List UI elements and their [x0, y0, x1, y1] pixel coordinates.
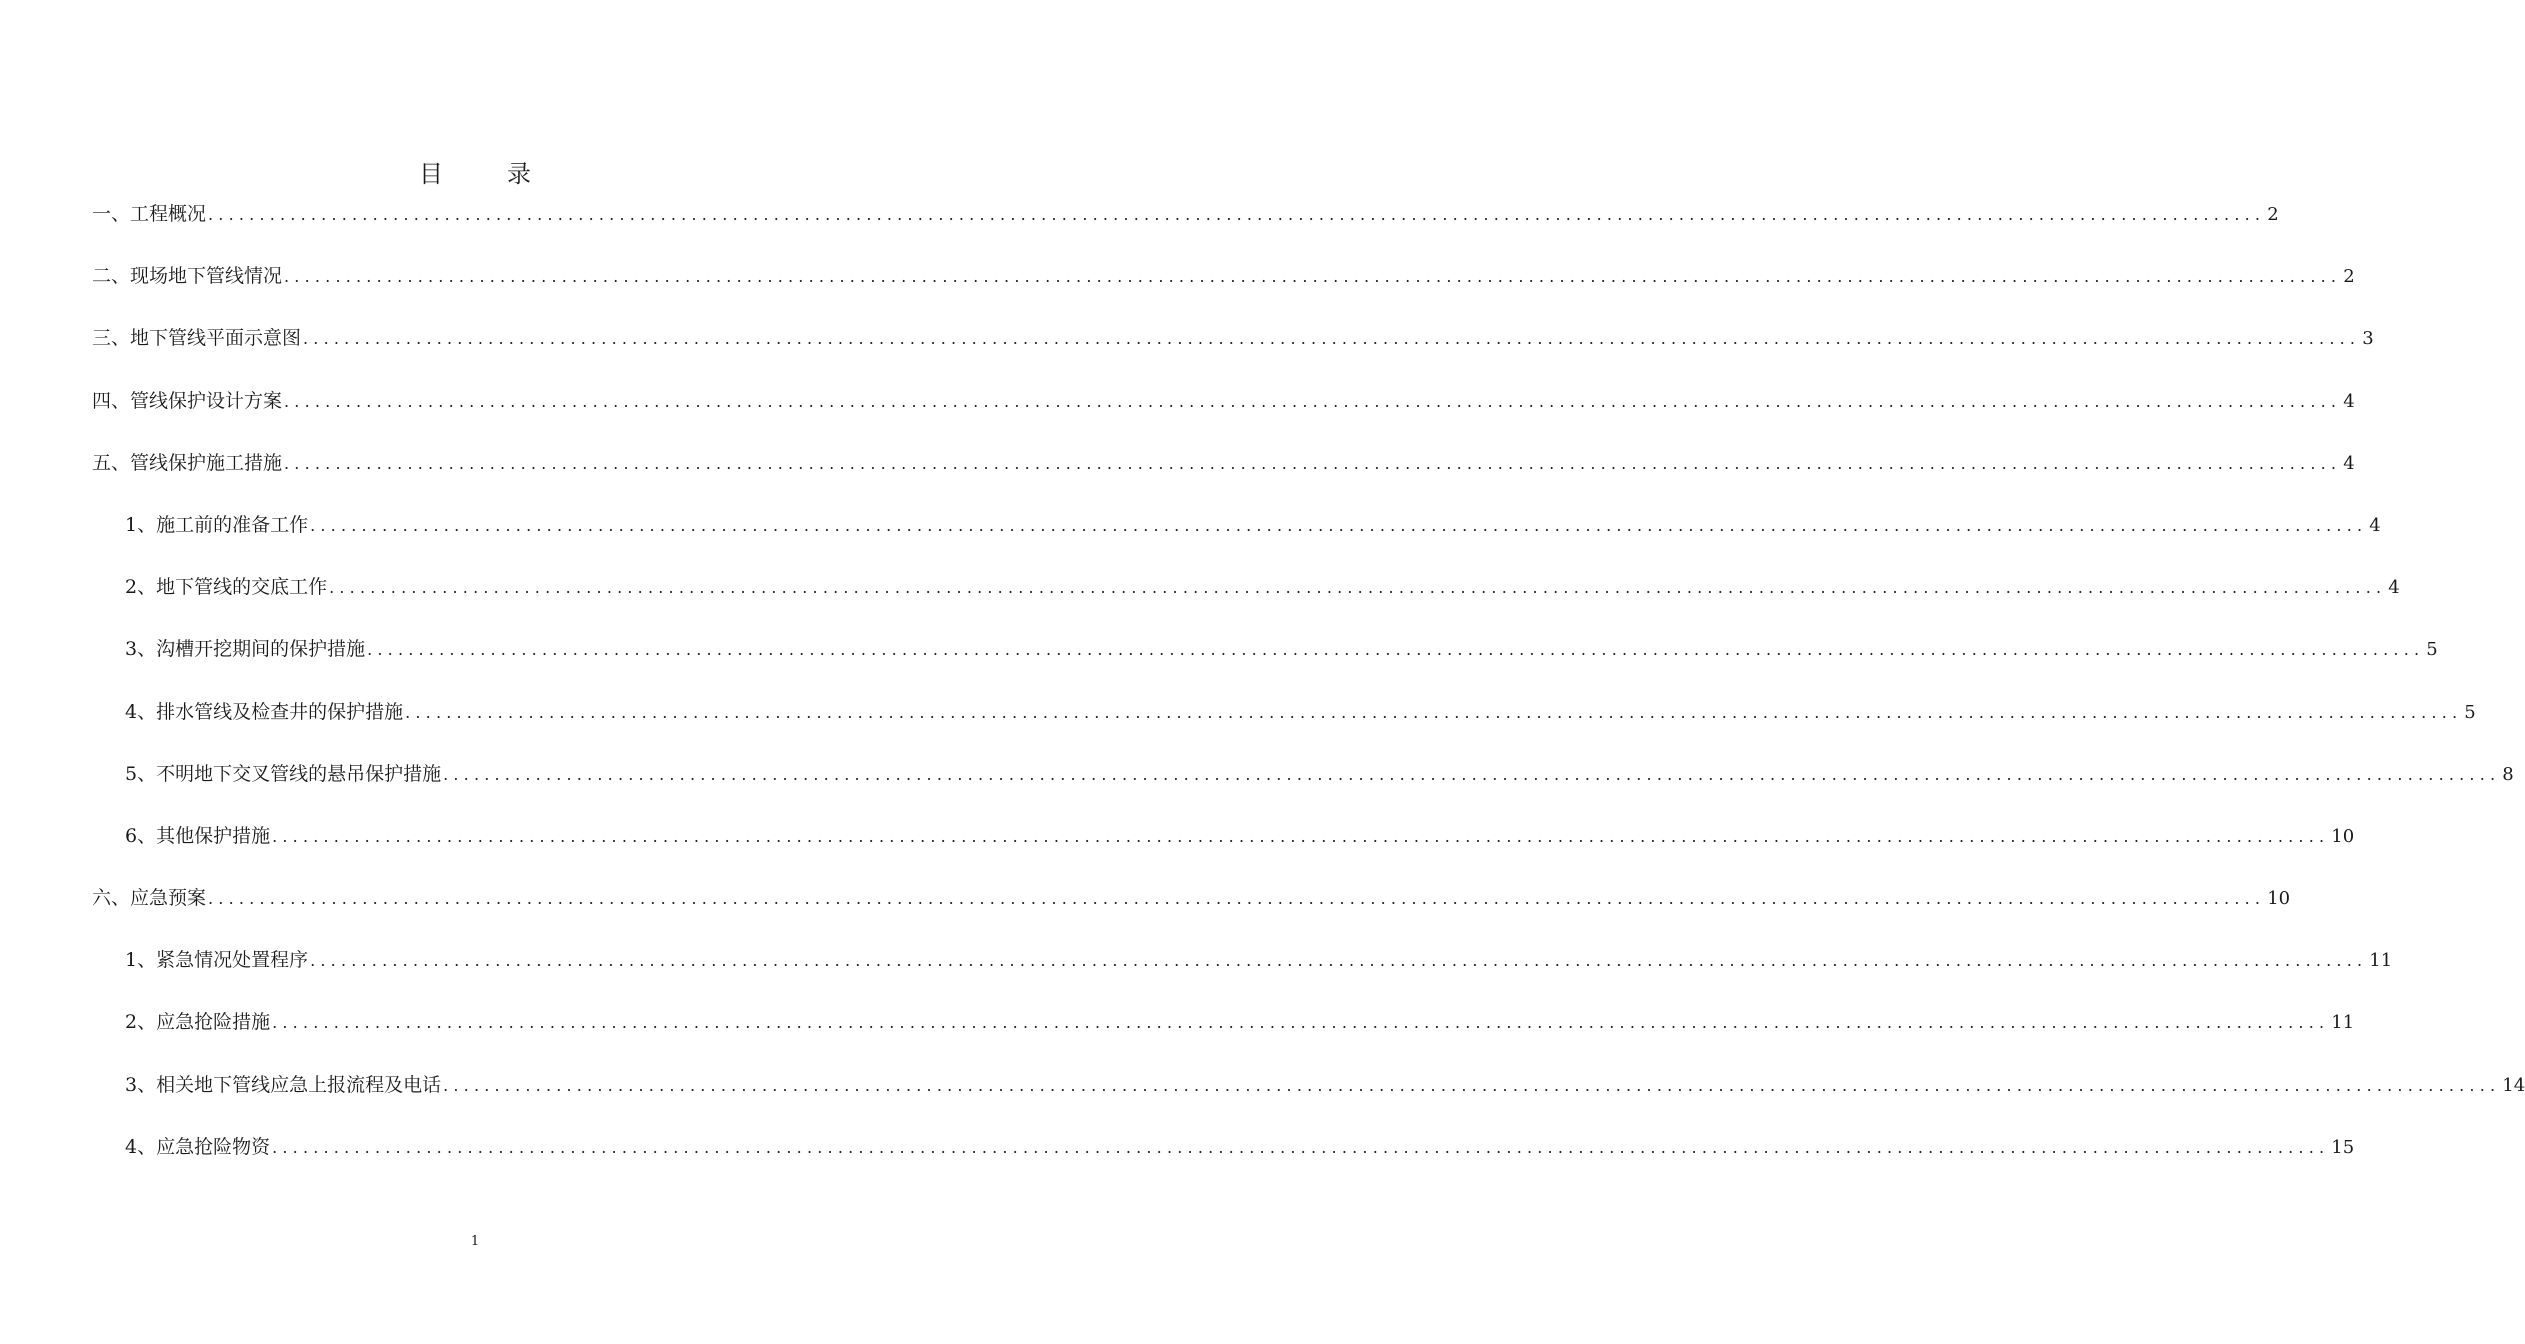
toc-dot-leader: ........................................................................................................................................................................................................ — [272, 1013, 2330, 1033]
table-of-contents — [92, 196, 2525, 1191]
toc-entry[interactable] — [92, 196, 2279, 258]
toc-entry-page: 10 — [2267, 888, 2291, 910]
toc-entry-label: 四、管线保护设计方案 — [92, 389, 283, 412]
toc-entry-page: 8 — [2502, 763, 2514, 785]
toc-dot-leader: ........................................................................................................................................................................................................ — [443, 1075, 2501, 1095]
toc-entry-page: 5 — [2464, 701, 2476, 723]
toc-entry-label: 六、应急预案 — [92, 887, 207, 910]
toc-entry-page: 4 — [2388, 577, 2400, 599]
toc-entry-page: 2 — [2343, 266, 2355, 288]
page-title: 目 录 — [419, 160, 551, 188]
toc-entry-label: 3、沟槽开挖期间的保护措施 — [125, 638, 366, 661]
toc-entry[interactable] — [92, 1004, 2355, 1066]
toc-entry-label: 二、现场地下管线情况 — [92, 265, 283, 288]
toc-entry-page: 4 — [2369, 514, 2381, 536]
toc-entry-label: 1、施工前的准备工作 — [125, 513, 309, 536]
toc-entry-page: 4 — [2343, 390, 2355, 412]
toc-entry-label: 2、应急抢险措施 — [125, 1011, 271, 1034]
toc-dot-leader: ........................................................................................................................................................................................................ — [303, 329, 2361, 349]
toc-entry-page: 11 — [2331, 1012, 2355, 1034]
toc-entry-page: 11 — [2369, 950, 2393, 972]
toc-entry-page: 4 — [2343, 452, 2355, 474]
toc-entry[interactable] — [92, 258, 2355, 320]
toc-entry[interactable] — [92, 383, 2355, 445]
toc-dot-leader: ........................................................................................................................................................................................................ — [405, 702, 2463, 722]
toc-entry[interactable] — [92, 694, 2476, 756]
toc-entry-label: 一、工程概况 — [92, 203, 207, 225]
toc-dot-leader: ........................................................................................................................................................................................................ — [272, 826, 2330, 846]
toc-entry[interactable] — [92, 942, 2393, 1004]
toc-entry[interactable] — [92, 1067, 2525, 1129]
toc-dot-leader: ........................................................................................................................................................................................................ — [443, 764, 2501, 784]
toc-dot-leader: ........................................................................................................................................................................................................ — [310, 515, 2368, 535]
toc-entry[interactable] — [92, 507, 2381, 569]
toc-dot-leader: ........................................................................................................................................................................................................ — [284, 267, 2342, 287]
toc-dot-leader: ........................................................................................................................................................................................................ — [310, 951, 2368, 971]
toc-entry-label: 5、不明地下交叉管线的悬吊保护措施 — [125, 762, 442, 785]
toc-entry[interactable] — [92, 631, 2438, 693]
toc-dot-leader: ........................................................................................................................................................................................................ — [272, 1137, 2330, 1157]
toc-entry[interactable] — [92, 569, 2400, 631]
toc-dot-leader: ........................................................................................................................................................................................................ — [208, 889, 2266, 909]
toc-entry-page: 10 — [2331, 825, 2355, 847]
toc-entry[interactable] — [92, 320, 2374, 382]
toc-entry[interactable] — [92, 445, 2355, 507]
toc-dot-leader: ........................................................................................................................................................................................................ — [284, 391, 2342, 411]
toc-entry-label: 1、紧急情况处置程序 — [125, 949, 309, 972]
toc-entry-label: 2、地下管线的交底工作 — [125, 576, 328, 599]
toc-entry-label: 3、相关地下管线应急上报流程及电话 — [125, 1073, 442, 1096]
toc-entry-page: 3 — [2362, 328, 2374, 350]
toc-entry-label: 6、其他保护措施 — [125, 824, 271, 847]
toc-dot-leader: ........................................................................................................................................................................................................ — [367, 640, 2425, 660]
toc-entry-label: 五、管线保护施工措施 — [92, 451, 283, 474]
toc-entry-page: 5 — [2426, 639, 2438, 661]
toc-dot-leader: ........................................................................................................................................................................................................ — [208, 205, 2266, 224]
toc-entry-page: 15 — [2331, 1136, 2355, 1158]
toc-entry[interactable] — [92, 880, 2291, 942]
toc-entry[interactable] — [92, 756, 2514, 818]
toc-entry[interactable] — [92, 818, 2355, 880]
toc-entry-label: 4、排水管线及检查井的保护措施 — [125, 700, 404, 723]
toc-dot-leader: ........................................................................................................................................................................................................ — [329, 578, 2387, 598]
toc-entry[interactable] — [92, 1129, 2355, 1191]
toc-entry-page: 2 — [2267, 204, 2279, 225]
page-number: 1 — [470, 1234, 480, 1249]
toc-entry-label: 三、地下管线平面示意图 — [92, 327, 302, 350]
toc-dot-leader: ........................................................................................................................................................................................................ — [284, 453, 2342, 473]
toc-entry-label: 4、应急抢险物资 — [125, 1135, 271, 1158]
toc-entry-page: 14 — [2502, 1074, 2525, 1096]
